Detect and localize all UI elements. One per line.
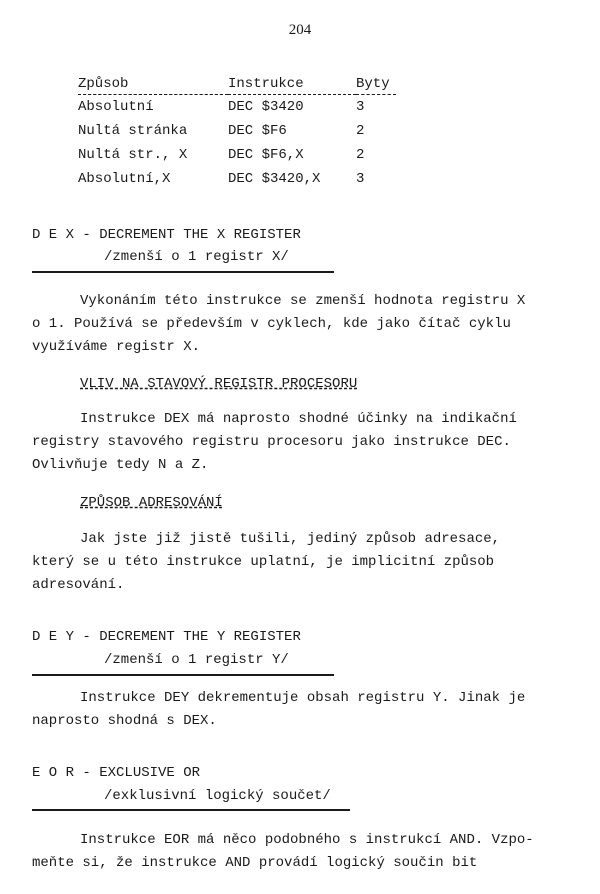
table-cell: DEC $3420 bbox=[228, 99, 304, 115]
table-cell: DEC $3420,X bbox=[228, 171, 321, 187]
table-cell: 2 bbox=[356, 123, 365, 139]
table-row bbox=[78, 143, 396, 167]
section-divider bbox=[32, 674, 334, 676]
addressing-heading: ZPŮSOB ADRESOVÁNÍ bbox=[80, 495, 223, 511]
paragraph-line: registry stavového registru procesoru jako instrukce DEC. bbox=[32, 434, 511, 450]
paragraph-line: využíváme registr X. bbox=[32, 339, 201, 355]
flags-heading: VLIV NA STAVOVÝ REGISTR PROCESORU bbox=[80, 376, 358, 392]
table-cell: 3 bbox=[356, 171, 365, 187]
paragraph-line: Instrukce EOR má něco podobného s instrukcí AND. Vzpo- bbox=[80, 832, 534, 848]
table-row bbox=[78, 119, 396, 143]
dey-subtitle: /zmenší o 1 registr Y/ bbox=[104, 652, 289, 668]
paragraph-line: meňte si, že instrukce AND provádí logický součin bit bbox=[32, 855, 478, 871]
table-row bbox=[78, 167, 396, 191]
section-divider bbox=[32, 271, 334, 273]
addressing-modes-table bbox=[78, 74, 396, 191]
dex-subtitle: /zmenší o 1 registr X/ bbox=[104, 249, 289, 265]
table-cell: Nultá stránka bbox=[78, 123, 188, 139]
paragraph-line: Jak jste již jistě tušili, jediný způsob adresace, bbox=[80, 531, 501, 547]
table-header-row bbox=[78, 74, 396, 95]
paragraph-line: Instrukce DEX má naprosto shodné účinky na indikační bbox=[80, 411, 517, 427]
table-row bbox=[78, 95, 396, 120]
dey-title: D E Y - DECREMENT THE Y REGISTER bbox=[32, 629, 301, 645]
table-cell: DEC $F6,X bbox=[228, 147, 304, 163]
eor-subtitle: /exklusivní logický součet/ bbox=[104, 788, 331, 804]
eor-title: E O R - EXCLUSIVE OR bbox=[32, 765, 201, 781]
table-cell: Absolutní bbox=[78, 99, 154, 115]
table-cell: 3 bbox=[356, 99, 365, 115]
paragraph-line: Instrukce DEY dekrementuje obsah registru Y. Jinak je bbox=[80, 690, 526, 706]
page-number: 204 bbox=[288, 22, 312, 38]
dex-title: D E X - DECREMENT THE X REGISTER bbox=[32, 227, 301, 243]
paragraph-line: Vykonáním této instrukce se zmenší hodnota registru X bbox=[80, 293, 526, 309]
table-cell: Nultá str., X bbox=[78, 147, 188, 163]
table-cell: 2 bbox=[356, 147, 365, 163]
paragraph-line: adresování. bbox=[32, 577, 125, 593]
paragraph-line: který se u této instrukce uplatní, je implicitní způsob bbox=[32, 554, 495, 570]
table-header-cell: Instrukce bbox=[228, 74, 356, 95]
table-header-cell: Způsob bbox=[78, 74, 228, 95]
table-cell: DEC $F6 bbox=[228, 123, 287, 139]
table-header-cell: Byty bbox=[356, 74, 396, 95]
paragraph-line: o 1. Používá se především v cyklech, kde jako čítač cyklu bbox=[32, 316, 511, 332]
table-cell: Absolutní,X bbox=[78, 171, 171, 187]
paragraph-line: naprosto shodná s DEX. bbox=[32, 713, 217, 729]
section-divider bbox=[32, 809, 350, 811]
paragraph-line: Ovlivňuje tedy N a Z. bbox=[32, 457, 209, 473]
